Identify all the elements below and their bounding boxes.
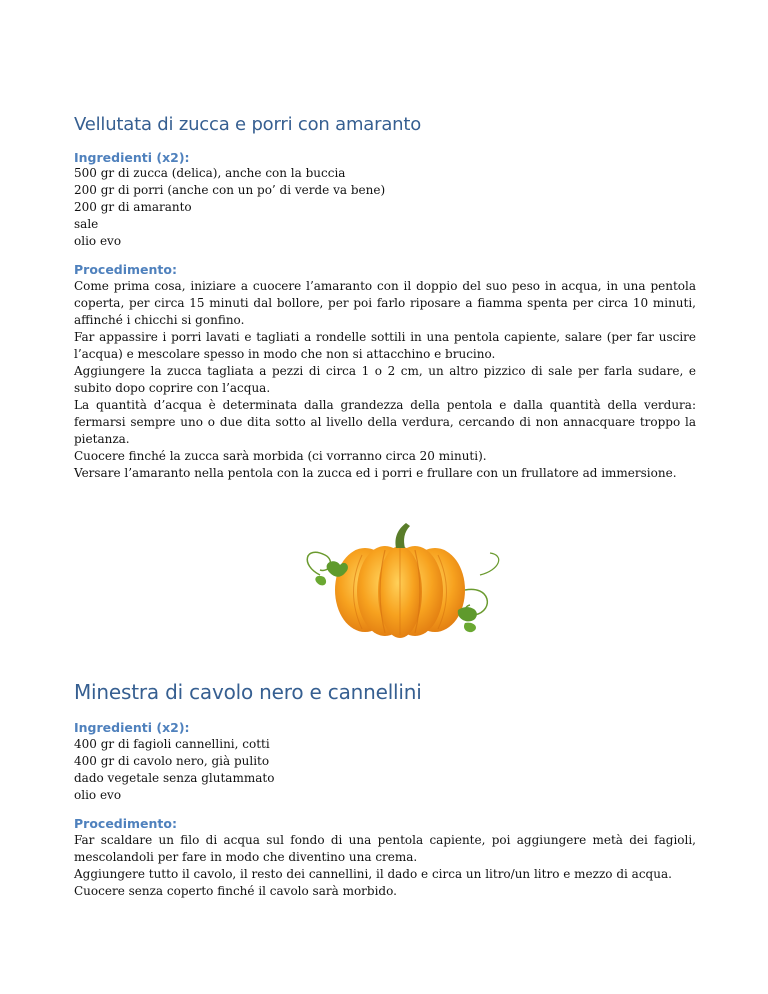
ingredient-item: sale [74, 217, 99, 231]
recipe-title: Minestra di cavolo nero e cannellini [74, 680, 422, 704]
ingredients-heading: Ingredienti (x2): [74, 720, 190, 735]
pumpkin-icon [290, 515, 510, 640]
procedure-paragraph: Aggiungere tutto il cavolo, il resto dei cannellini, il dado e circa un litro/un litro e mezzo di acqua. [74, 867, 672, 881]
ingredients-heading: Ingredienti (x2): [74, 150, 190, 165]
ingredients-list [74, 165, 696, 250]
procedure-paragraph: Versare l’amaranto nella pentola con la zucca ed i porri e frullare con un frullatore ad immersione. [74, 466, 677, 480]
ingredient-item: 200 gr di amaranto [74, 200, 192, 214]
procedure-heading: Procedimento: [74, 816, 177, 831]
ingredient-item: 400 gr di fagioli cannellini, cotti [74, 737, 270, 751]
ingredient-item: dado vegetale senza glutammato [74, 771, 275, 785]
procedure-paragraph: Cuocere senza coperto finché il cavolo sarà morbido. [74, 884, 397, 898]
procedure-heading: Procedimento: [74, 262, 177, 277]
procedure-paragraph: La quantità d’acqua è determinata dalla grandezza della pentola e dalla quantità della verdura: fermarsi sempre uno o due dita sotto al livello della verdura, cercando di non annacquare troppo la pietanza. [74, 398, 696, 446]
procedure-paragraph: Come prima cosa, iniziare a cuocere l’amaranto con il doppio del suo peso in acqua, in una pentola coperta, per circa 15 minuti dal bollore, per poi farlo riposare a fiamma spenta per circa 10 minuti, affinché i chicchi si gonfino. [74, 279, 696, 327]
ingredient-item: olio evo [74, 788, 122, 802]
ingredients-list [74, 736, 696, 804]
procedure-paragraph: Cuocere finché la zucca sarà morbida (ci vorranno circa 20 minuti). [74, 449, 487, 463]
recipe-title: Vellutata di zucca e porri con amaranto [74, 114, 422, 135]
procedure-paragraph: Aggiungere la zucca tagliata a pezzi di circa 1 o 2 cm, un altro pizzico di sale per farla sudare, e subito dopo coprire con l’acqua. [74, 364, 696, 395]
ingredient-item: 200 gr di porri (anche con un po’ di verde va bene) [74, 183, 386, 197]
procedure-paragraph: Far appassire i porri lavati e tagliati a rondelle sottili in una pentola capiente, salare (per far uscire l’acqua) e mescolare spesso in modo che non si attacchino e brucino. [74, 330, 696, 361]
procedure-paragraph: Far scaldare un filo di acqua sul fondo di una pentola capiente, poi aggiungere metà dei fagioli, mescolandoli per fare in modo che diventino una crema. [74, 833, 696, 864]
ingredient-item: 400 gr di cavolo nero, già pulito [74, 754, 270, 768]
procedure-text [74, 278, 696, 482]
ingredient-item: 500 gr di zucca (delica), anche con la buccia [74, 166, 346, 180]
ingredient-item: olio evo [74, 234, 122, 248]
procedure-text [74, 832, 696, 900]
